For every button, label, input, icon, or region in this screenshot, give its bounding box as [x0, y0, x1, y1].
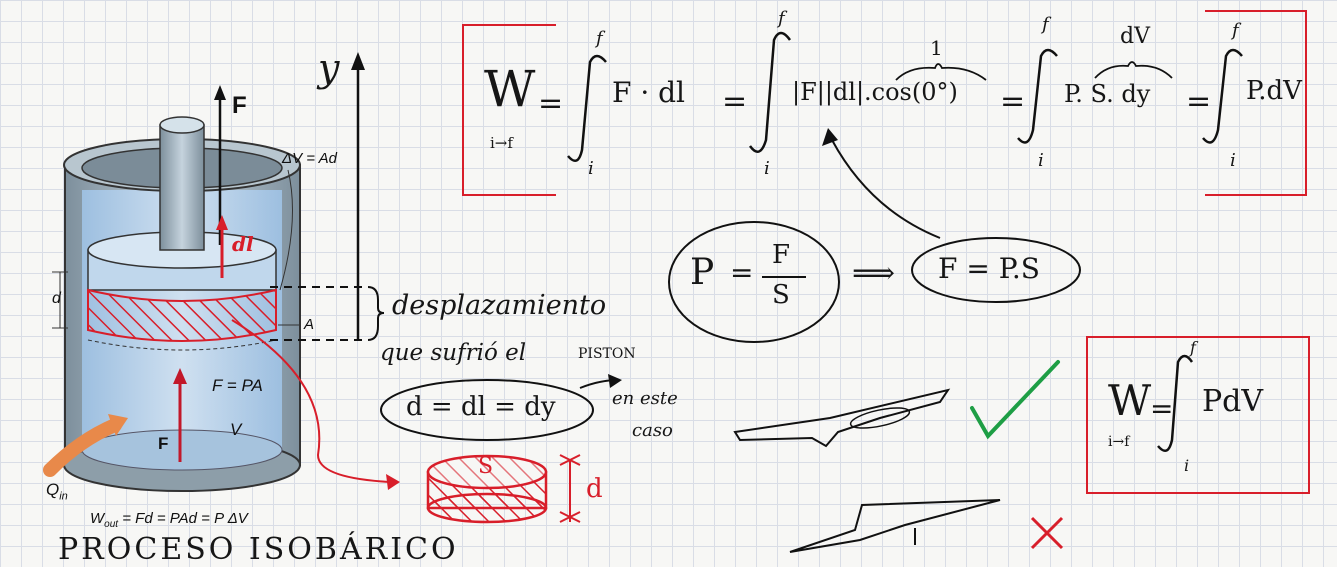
- pressure-num: F: [772, 240, 791, 270]
- pressure-p: P: [690, 252, 715, 293]
- final-term: PdV: [1202, 384, 1264, 419]
- implies-arrow: ⟹: [852, 256, 896, 291]
- eq1-eq-4: =: [1186, 84, 1212, 119]
- check-mark: [972, 362, 1058, 436]
- force-label: F: [232, 92, 247, 119]
- eq1-term1: F · dl: [612, 76, 686, 109]
- eq1-int-bottom-3: i: [1038, 150, 1044, 171]
- eq1-int-top-1: f: [596, 28, 603, 49]
- eq1-eq-2: =: [722, 84, 748, 119]
- eq1-int-bottom-2: i: [764, 158, 770, 179]
- eq1-int-top-4: f: [1232, 20, 1239, 41]
- eq1-term4: P.dV: [1246, 76, 1302, 106]
- final-int-top: f: [1190, 338, 1196, 357]
- eq1-int-top-2: f: [778, 8, 785, 29]
- eq1-term2: |F||dl|.cos(0°): [792, 78, 958, 106]
- final-w-sub: i→f: [1108, 434, 1130, 450]
- pressure-den: S: [772, 280, 790, 310]
- eq1-eq-3: =: [1000, 84, 1026, 119]
- fraction-bar: [762, 276, 806, 278]
- q-in-label: $Q_{in}$: [46, 480, 68, 503]
- eq1-w: W: [484, 60, 536, 118]
- en-este-text: en este: [612, 388, 678, 409]
- pressure-rhs: F = P.S: [938, 252, 1040, 285]
- eq1-eq-1: =: [538, 86, 564, 121]
- cylinder-d-label: d: [586, 474, 603, 504]
- displacement-brace: [368, 287, 384, 340]
- eq1-dv: dV: [1120, 24, 1150, 49]
- v-label: V: [230, 420, 242, 439]
- final-int-bottom: i: [1184, 456, 1190, 475]
- final-w: W: [1108, 376, 1152, 425]
- eq1-int-bottom-1: i: [588, 158, 594, 179]
- fpa-label: F = PA: [212, 376, 263, 395]
- caso-text: caso: [632, 420, 673, 441]
- cylinder-s-label: S: [478, 454, 494, 479]
- eq1-int-bottom-4: i: [1230, 150, 1236, 171]
- eq1-term3: P. S. dy: [1064, 80, 1151, 108]
- delta-v-label: ΔV = Ad: [282, 150, 337, 167]
- dl-label: dl: [232, 232, 254, 256]
- desplazamiento-text: desplazamiento: [392, 290, 607, 321]
- page-title: PROCESO ISOBÁRICO: [58, 532, 459, 567]
- sketch-good: [735, 390, 948, 446]
- eq1-one: 1: [930, 36, 943, 60]
- sketch-bad: [790, 500, 1000, 552]
- y-axis-label: y: [318, 46, 340, 90]
- pressure-eq: =: [730, 256, 754, 289]
- work-out-equation: $W_{out} = Fd$ = PAd = P ΔV: [90, 510, 248, 530]
- f-bold-label: F: [158, 434, 169, 453]
- link-arrow: [832, 140, 940, 238]
- d-equation: d = dl = dy: [406, 392, 556, 422]
- eq1-int-top-3: f: [1042, 14, 1049, 35]
- d-label: d: [52, 290, 61, 307]
- que-sufrio-text: que sufrió el: [380, 340, 527, 366]
- a-label: A: [304, 316, 315, 333]
- eq1-w-sub: i→f: [490, 134, 513, 152]
- piston-text: PISTON: [578, 346, 636, 362]
- final-eq: =: [1150, 392, 1174, 425]
